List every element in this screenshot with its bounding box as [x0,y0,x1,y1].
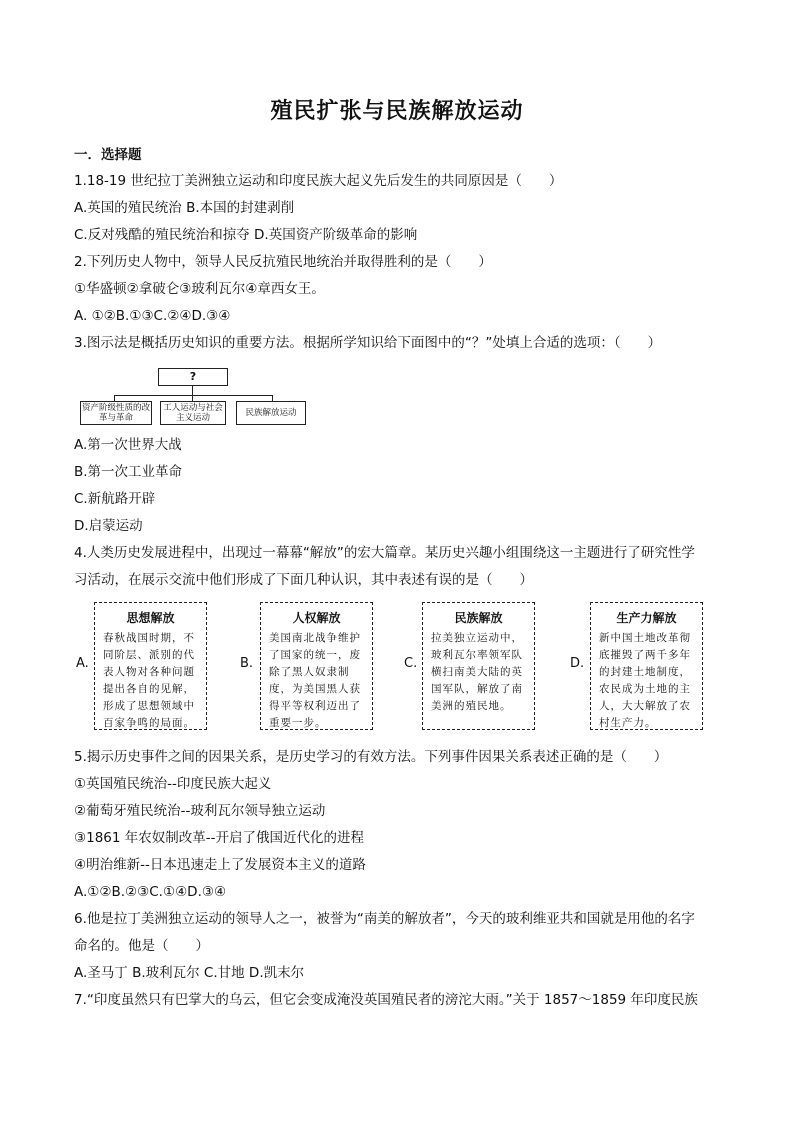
card-title: 生产力解放 [616,611,677,625]
q3-option-d: D.启蒙运动 [74,518,143,534]
q5-item-4: ④明治维新--日本迅速走上了发展资本主义的道路 [74,857,366,873]
card-letter-b: B. [240,656,254,671]
q5-options: A.①②B.②③C.①④D.③④ [74,884,227,900]
diagram-connector [192,385,193,395]
card-title: 民族解放 [454,611,503,625]
q3-option-c: C.新航路开辟 [74,491,156,507]
q3-option-a: A.第一次世界大战 [74,437,182,453]
card-body: 美国南北战争维护了国家的统一，废除了黑人奴隶制度，为美国黑人获得平等权利迈出了重要一步。 [269,632,361,729]
card-letter-a: A. [76,656,89,671]
diagram-box-reform: 资产阶级性质的改革与革命 [81,403,150,423]
q5-item-3: ③1861 年农奴制改革--开启了俄国近代化的进程 [74,830,364,846]
card-productivity-liberation [590,602,703,730]
q6-stem-line2: 命名的。他是（ ） [74,938,209,954]
q6-options: A.圣马丁 B.玻利瓦尔 C.甘地 D.凯末尔 [74,965,305,981]
card-human-rights-liberation [260,602,373,730]
q2-options: A. ①②B.①③C.②④D.③④ [74,308,231,324]
card-letter-d: D. [570,656,585,671]
card-body: 新中国土地改革彻底摧毁了两千多年的封建土地制度，农民成为土地的主人，大大解放了农村生产力。 [599,632,691,729]
q6-stem-line1: 6.他是拉丁美洲独立运动的领导人之一，被誉为“南美的解放者”，今天的玻利维亚共和国就是用他的名字 [74,911,695,927]
card-title: 思想解放 [126,611,175,625]
q5-item-2: ②葡萄牙殖民统治--玻利瓦尔领导独立运动 [74,803,326,819]
card-thought-liberation [94,602,207,730]
q3-diagram [80,366,310,426]
q4-stem-line2: 习活动，在展示交流中他们形成了下面几种认识，其中表述有误的是（ ） [74,572,533,588]
q1-stem: 1.18-19 世纪拉丁美洲独立运动和印度民族大起义先后发生的共同原因是（ ） [74,173,563,189]
card-body: 春秋战国时期，不同阶层、派别的代表人物对各种问题提出各自的见解，形成了思想领域中百家争鸣的局面。 [103,632,195,729]
q5-stem: 5.揭示历史事件之间的因果关系，是历史学习的有效方法。下列事件因果关系表述正确的是（ ） [74,749,668,765]
q3-option-b: B.第一次工业革命 [74,464,183,480]
card-title: 人权解放 [292,611,341,625]
q4-stem-line1: 4.人类历史发展进程中，出现过一幕幕“解放”的宏大篇章。某历史兴趣小组围绕这一主题进行了研究性学 [74,545,695,561]
q2-stem: 2.下列历史人物中，领导人民反抗殖民地统治并取得胜利的是（ ） [74,254,492,270]
diagram-box-national: 民族解放运动 [236,401,306,425]
q3-stem: 3.图示法是概括历史知识的重要方法。根据所学知识给下面图中的“？”处填上合适的选项：（ ） [74,335,662,351]
card-letter-c: C. [404,656,418,671]
card-national-liberation [422,602,535,730]
q4-cards [72,598,722,736]
diagram-top-box: ? [158,368,228,386]
q1-options-cd: C.反对残酷的殖民统治和掠夺 D.英国资产阶级革命的影响 [74,227,418,243]
section-heading: 一．选择题 [74,147,142,163]
q5-item-1: ①英国殖民统治--印度民族大起义 [74,776,272,792]
diagram-box-workers: 工人运动与社会主义运动 [160,401,226,425]
q1-options-ab: A.英国的殖民统治 B.本国的封建剥削 [74,200,295,216]
q7-stem-line1: 7.“印度虽然只有巴掌大的乌云，但它会变成淹没英国殖民者的滂沱大雨。”关于 1857～1859 年印度民族 [74,992,698,1008]
diagram-connector [114,395,272,396]
page-title: 殖民扩张与民族解放运动 [270,98,524,124]
card-body: 拉美独立运动中，玻利瓦尔率领军队横扫南美大陆的英国军队，解放了南美洲的殖民地。 [431,632,523,712]
q2-items: ①华盛顿②拿破仑③玻利瓦尔④章西女王。 [74,281,325,297]
